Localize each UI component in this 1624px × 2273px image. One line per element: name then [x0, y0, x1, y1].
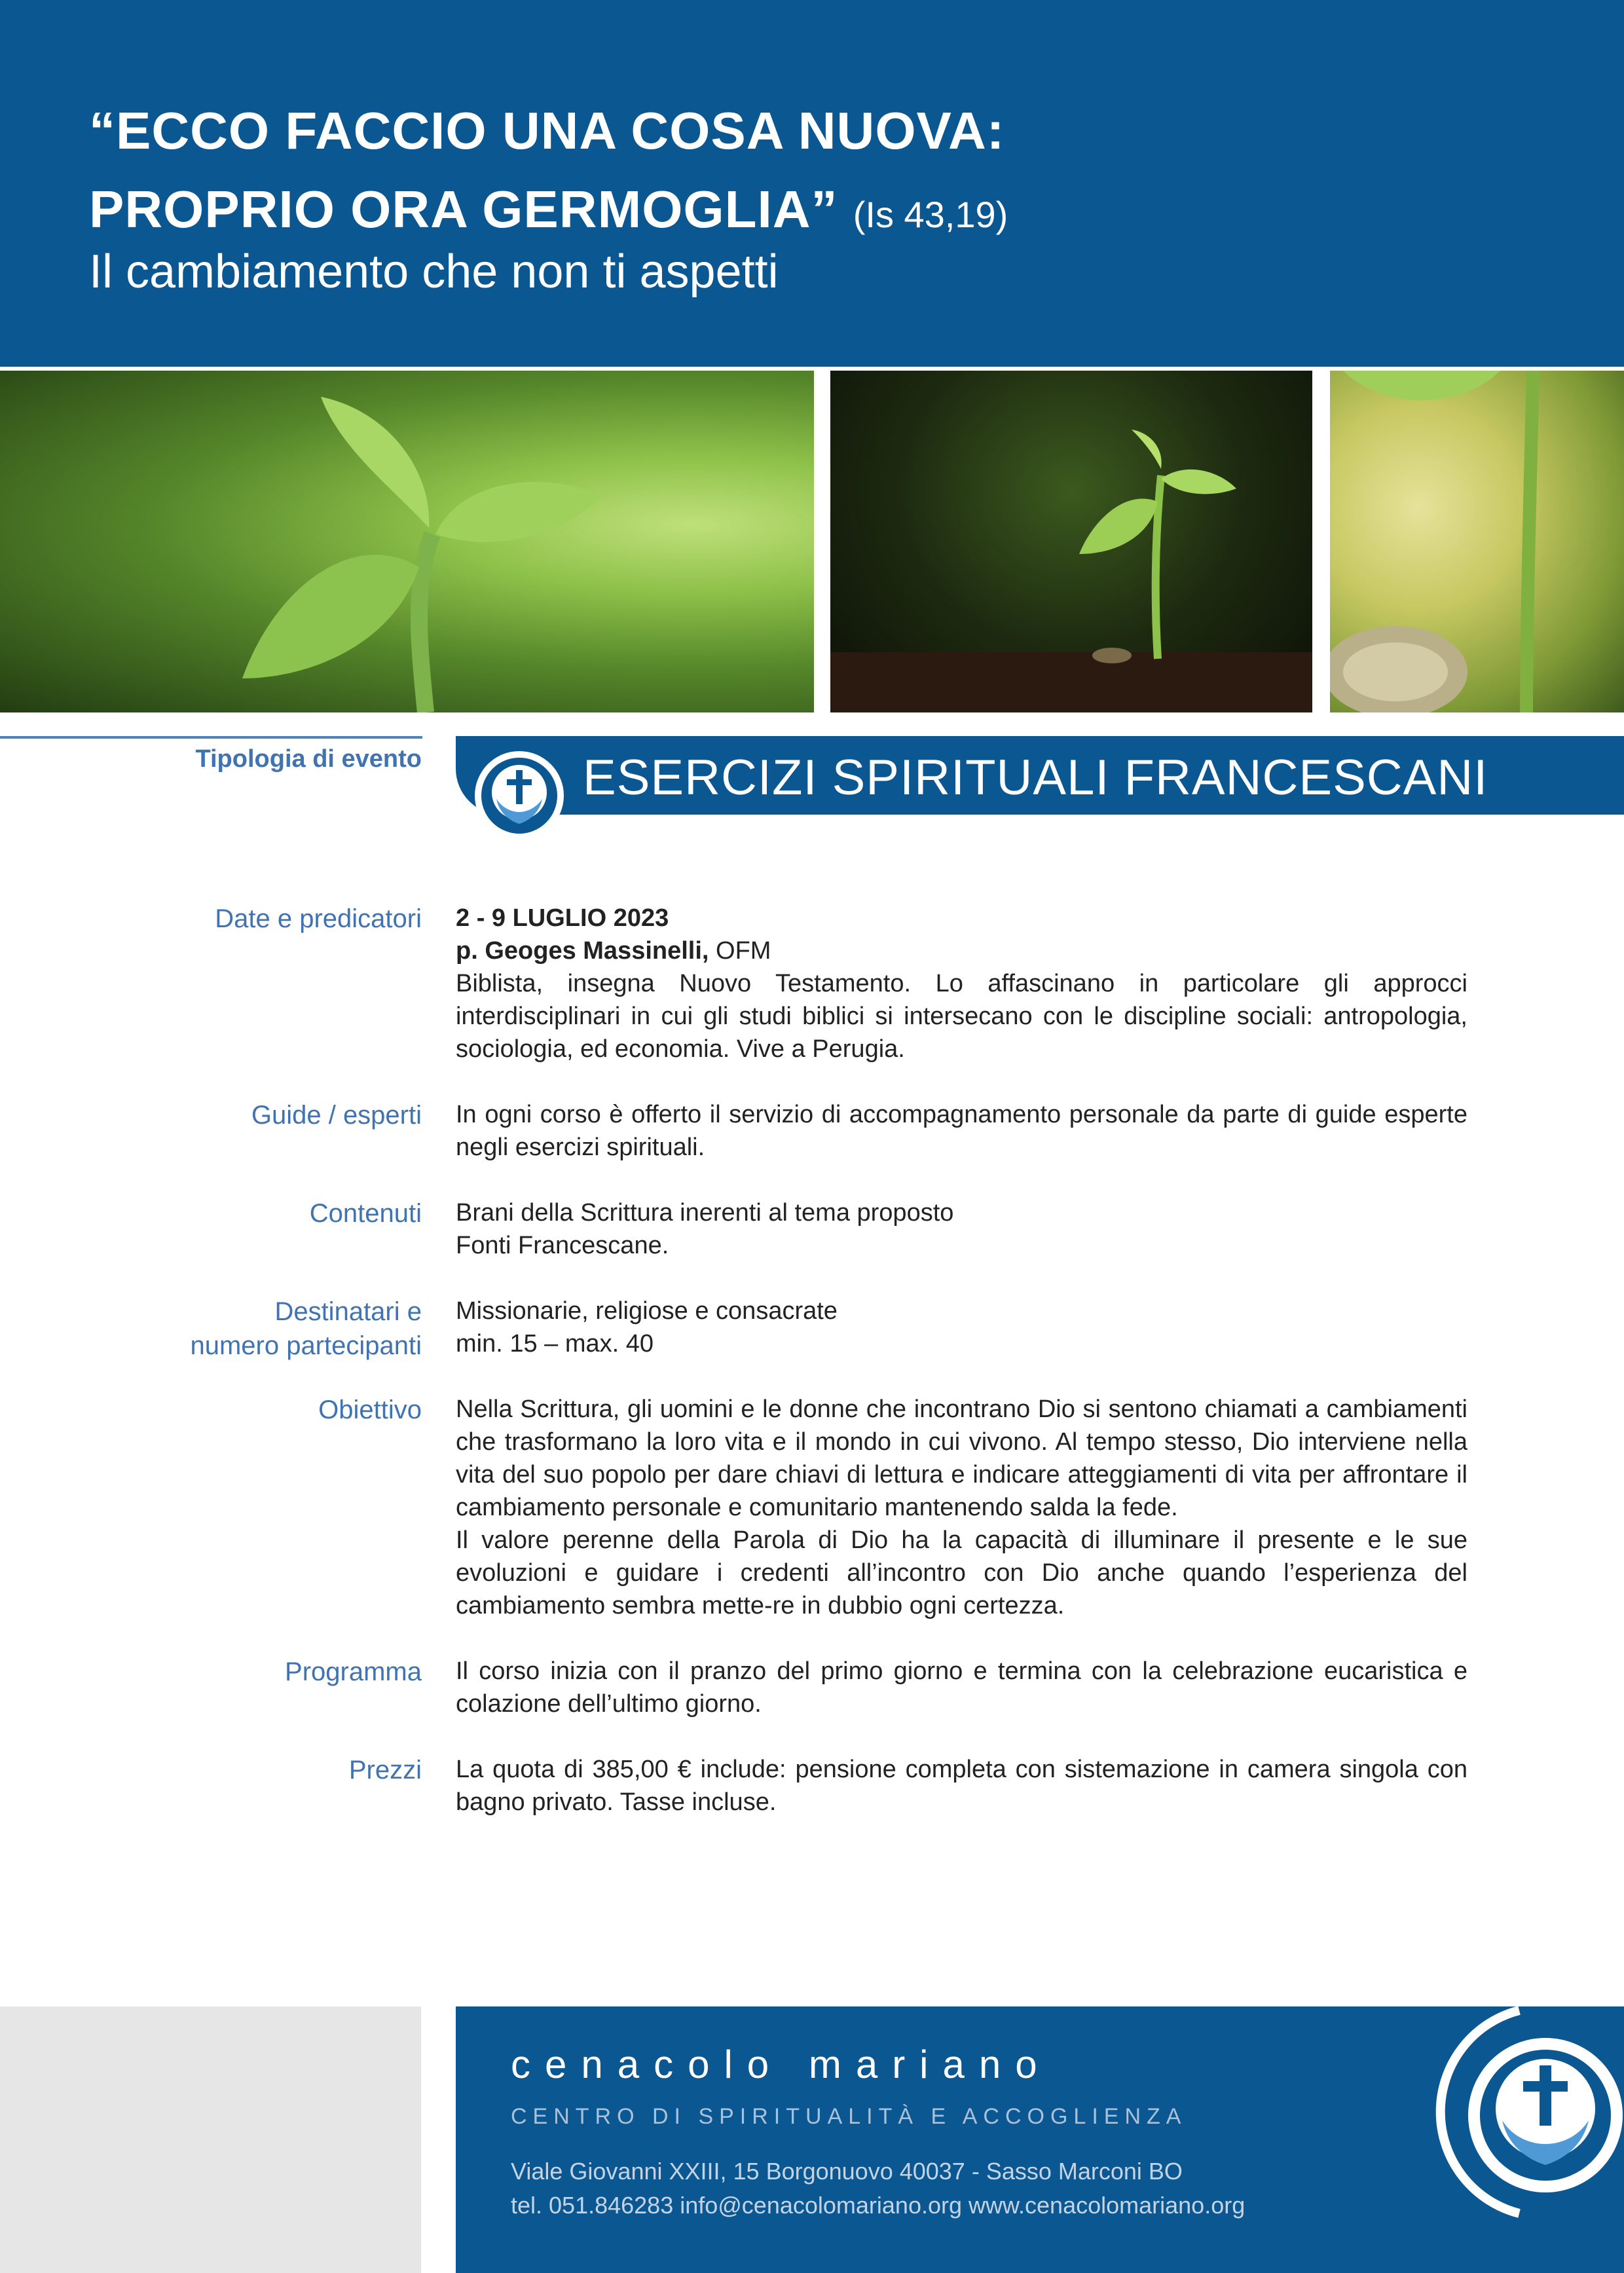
contents-text — [456, 1196, 1467, 1262]
speaker-bio: Biblista, insegna Nuovo Testamento. Lo affascinano in particolare gli approcci interdisciplinari in cui gli studi biblici si intersecano con le discipline sociali: antropologia, sociologia, ed economia. Vive a Perugia. — [456, 970, 1467, 1063]
seedling-photo-2 — [830, 371, 1312, 712]
audience-label-line-2: numero partecipanti — [190, 1331, 422, 1360]
contents-line-1: Brani della Scrittura inerenti al tema proposto — [456, 1199, 954, 1227]
objective-text — [456, 1393, 1467, 1622]
guides-text: In ogni corso è offerto il servizio di accompagnamento personale da parte di guide esperte negli esercizi spirituali. — [456, 1101, 1467, 1161]
title-line-1: “ECCO FACCIO UNA COSA NUOVA: — [89, 102, 1005, 160]
contents-line-2: Fonti Francescane. — [456, 1232, 669, 1259]
contents-label: Contenuti — [309, 1199, 422, 1228]
audience-label-line-1: Destinatari e — [274, 1297, 422, 1326]
dates-label: Date e predicatori — [215, 904, 422, 933]
audience-label — [47, 1295, 422, 1363]
speaker — [456, 934, 1467, 967]
objective-label: Obiettivo — [318, 1395, 422, 1424]
page-title — [89, 92, 1530, 254]
objective-para-1: Nella Scrittura, gli uomini e le donne che incontrano Dio si sentono chiamati a cambiamenti che trasformano la loro vita e il mondo in cui vivono. Al tempo stesso, Dio interviene nella vita del suo popolo per dare chiavi di lettura e indicare atteggiamenti di vita per affrontare il cambiamento personale e comunitario mantenendo salda la fede. — [456, 1395, 1467, 1521]
organization-tagline: CENTRO DI SPIRITUALITÀ E ACCOGLIENZA — [511, 2104, 1187, 2129]
organization-contacts — [511, 2154, 1245, 2223]
prices-text: La quota di 385,00 € include: pensione completa con sistemazione in camera singola con bagno privato. Tasse incluse. — [456, 1756, 1467, 1816]
prices-label: Prezzi — [348, 1756, 422, 1784]
bible-reference: (Is 43,19) — [853, 194, 1008, 235]
audience-text — [456, 1295, 1467, 1360]
section-rule — [0, 736, 422, 739]
event-dates: 2 - 9 LUGLIO 2023 — [456, 904, 669, 932]
organization-phone-email-web: tel. 051.846283 info@cenacolomariano.org www.cenacolomariano.org — [511, 2192, 1246, 2219]
cross-hands-logo-icon — [1421, 2004, 1624, 2220]
event-type-value: ESERCIZI SPIRITUALI FRANCESCANI — [583, 750, 1488, 805]
seedling-photo-3 — [1330, 371, 1624, 712]
dates-content — [456, 902, 1467, 1065]
page-subtitle: Il cambiamento che non ti aspetti — [89, 246, 779, 298]
objective-para-2: Il valore perenne della Parola di Dio ha la capacità di illuminare il presente e le sue evoluzioni e guidare i credenti all’incontro con Dio anche quando l’esperienza del cambiamento sembra mette-re in dubbio ogni certezza. — [456, 1526, 1467, 1619]
guides-label: Guide / esperti — [251, 1101, 422, 1130]
organization-address: Viale Giovanni XXIII, 15 Borgonuovo 40037 - Sasso Marconi BO — [511, 2158, 1183, 2185]
organization-name: cenacolo mariano — [511, 2042, 1052, 2086]
program-text: Il corso inizia con il pranzo del primo giorno e termina con la celebrazione eucaristica e colazione dell’ultimo giorno. — [456, 1657, 1467, 1718]
speaker-order: OFM — [709, 937, 771, 965]
title-line-2 — [89, 170, 1530, 254]
footer-grey-panel — [0, 2006, 421, 2273]
event-type-label: Tipologia di evento — [195, 745, 422, 773]
audience-line-1: Missionarie, religiose e consacrate — [456, 1297, 838, 1325]
audience-line-2: min. 15 – max. 40 — [456, 1330, 654, 1358]
program-label: Programma — [285, 1657, 422, 1686]
seedling-photo-1 — [0, 371, 814, 712]
title-line-2-text: PROPRIO ORA GERMOGLIA” — [89, 180, 838, 238]
speaker-name: p. Geoges Massinelli, — [456, 937, 709, 965]
cross-hands-logo-icon — [470, 747, 568, 845]
